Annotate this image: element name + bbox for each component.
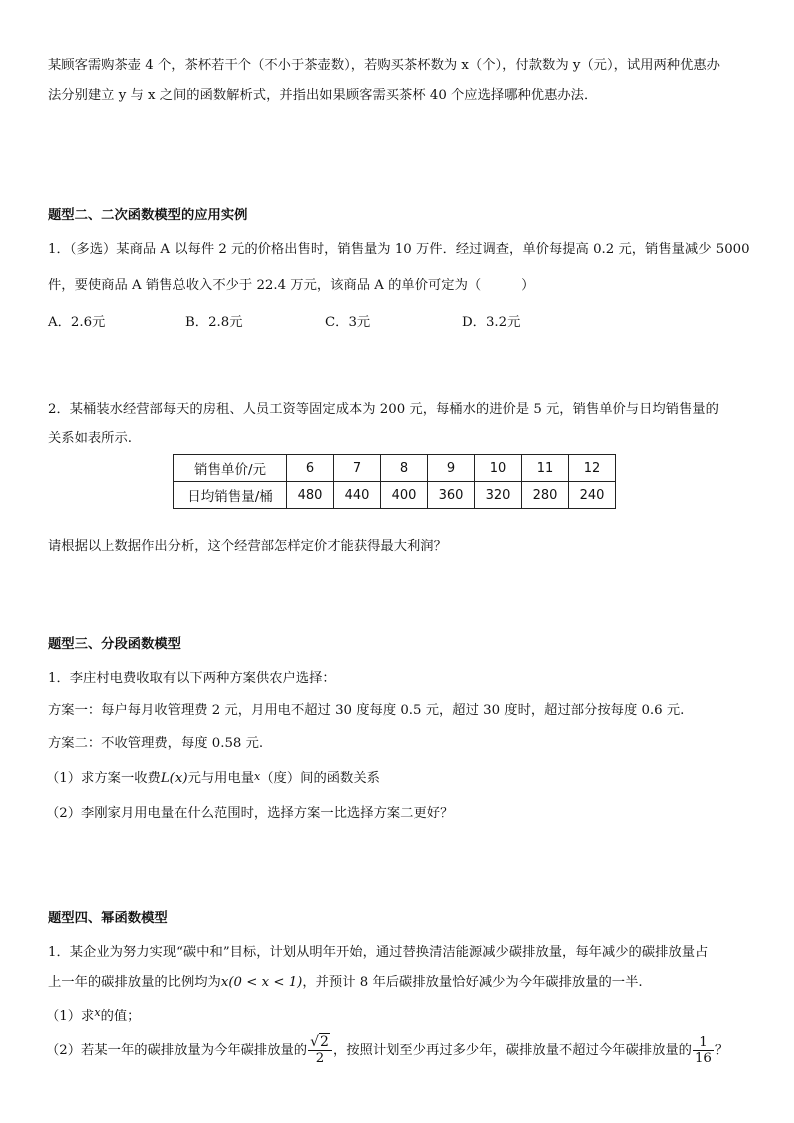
s2-q1-line-1: 1．（多选）某商品 A 以每件 2 元的价格出售时，销售量为 10 万件．经过调查，单价每提高 0.2 元，销售量减少 5000: [48, 242, 750, 257]
table-cell: 400: [381, 482, 428, 509]
table-row: [174, 455, 616, 482]
intro-line-2: 法分别建立 y 与 x 之间的函数解析式，并指出如果顾客需买茶杯 40 个应选择哪种优惠办法．: [48, 88, 598, 103]
s3-q1-line-3: 方案二：不收管理费，每度 0.58 元.: [48, 736, 264, 751]
section-4-title: 题型四、幂函数模型: [48, 911, 168, 926]
table-row-label: 销售单价/元: [174, 455, 287, 482]
s4-q1-line-2: 上一年的碳排放量的比例均为x(0 < x < 1)，并预计 8 年后碳排放量恰好减少为今年碳排放量的一半.: [48, 975, 643, 990]
table-cell: 10: [475, 455, 522, 482]
table-cell: 280: [522, 482, 569, 509]
table-cell: 9: [428, 455, 475, 482]
s2-q2-line-1: 2．某桶装水经营部每天的房租、人员工资等固定成本为 200 元，每桶水的进价是 5 元，销售单价与日均销售量的: [48, 402, 719, 417]
option-d: D．3.2元: [462, 315, 521, 330]
table-cell: 440: [334, 482, 381, 509]
math-expr: x(0 < x < 1): [220, 975, 303, 990]
math-var: x: [94, 1006, 101, 1019]
fraction-1-over-16: $\frac{1}{16}$: [694, 1035, 712, 1066]
price-sales-table: [173, 454, 616, 509]
section-2-title: 题型二、二次函数模型的应用实例: [48, 208, 248, 223]
intro-line-1: 某顾客需购茶壶 4 个，茶杯若干个（不小于茶壶数），若购买茶杯数为 x（个），付款数为 y（元），试用两种优惠办: [48, 58, 720, 73]
s2-q1-line-2: 件，要使商品 A 销售总收入不少于 22.4 万元，该商品 A 的单价可定为（ ）: [48, 278, 535, 293]
s4-sub-2: （2）若某一年的碳排放量为今年碳排放量的 $\frac{√2}{2}$ ，按照计划至少再过多少年，碳排放量不超过今年碳排放量的 $\frac{1}{16}$ ？: [46, 1034, 729, 1066]
table-cell: 480: [287, 482, 334, 509]
s3-q1-line-1: 1．李庄村电费收取有以下两种方案供农户选择：: [48, 671, 336, 686]
table-row: [174, 482, 616, 509]
table-cell: 320: [475, 482, 522, 509]
table-row-label: 日均销售量/桶: [174, 482, 287, 509]
table-cell: 8: [381, 455, 428, 482]
fraction-sqrt2-over-2: $\frac{√2}{2}$: [308, 1035, 332, 1066]
s4-sub-1: （1）求$^x$的值；: [46, 1006, 141, 1024]
table-cell: 360: [428, 482, 475, 509]
table-cell: 11: [522, 455, 569, 482]
s2-q2-line-2: 关系如表所示.: [48, 431, 133, 446]
s4-q1-line-1: 1．某企业为努力实现“碳中和”目标，计划从明年开始，通过替换清洁能源减少碳排放量，每年减少的碳排放量占: [48, 945, 709, 960]
s3-sub-1: （1）求方案一收费L(x)元与用电量x（度）间的函数关系: [46, 770, 380, 786]
table-cell: 240: [569, 482, 616, 509]
math-var: x: [254, 770, 261, 783]
s2-q2-line-3: 请根据以上数据作出分析，这个经营部怎样定价才能获得最大利润？: [48, 539, 447, 554]
table-cell: 6: [287, 455, 334, 482]
table-cell: 12: [569, 455, 616, 482]
option-c: C．3元: [325, 315, 371, 330]
math-expr: L(x): [160, 771, 188, 786]
s3-sub-2: （2）李刚家月用电量在什么范围时，选择方案一比选择方案二更好？: [46, 806, 454, 821]
option-a: A．2.6元: [48, 315, 106, 330]
option-b: B．2.8元: [185, 315, 243, 330]
table-cell: 7: [334, 455, 381, 482]
section-3-title: 题型三、分段函数模型: [48, 637, 181, 652]
s3-q1-line-2: 方案一：每户每月收管理费 2 元，月用电不超过 30 度每度 0.5 元，超过 30 度时，超过部分按每度 0.6 元.: [48, 703, 685, 718]
